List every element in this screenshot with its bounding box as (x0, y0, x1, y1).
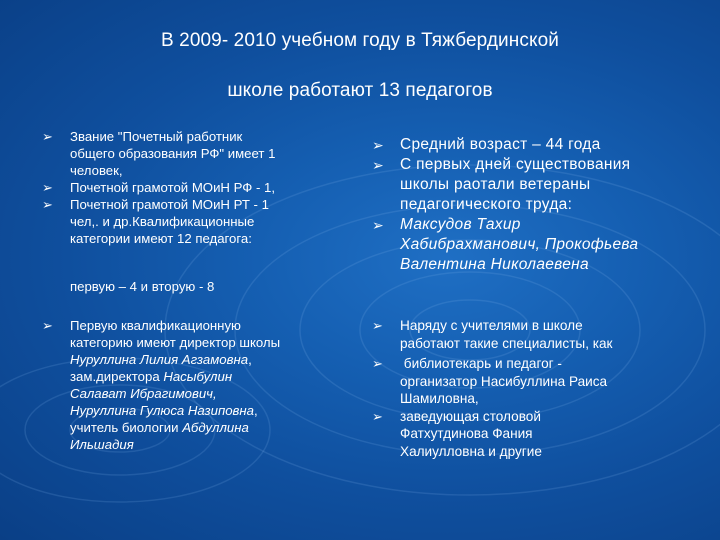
list-item-line (70, 368, 360, 385)
list-item-line: человек, (70, 163, 123, 178)
list-item-line: Валентина Николаевена (400, 256, 589, 273)
arrow-bullet-icon: ➢ (42, 197, 53, 212)
person-name: Салават Ибрагимович, (70, 386, 217, 401)
list-item-line: категории имеют 12 педагога: (70, 231, 252, 246)
list-item-line: Звание "Почетный работник (70, 129, 243, 144)
position-label: учитель биологии (70, 420, 183, 435)
list-item-line (70, 351, 360, 368)
punctuation: , (248, 352, 252, 367)
arrow-bullet-icon: ➢ (372, 217, 385, 233)
list-item-line: С первых дней существования (400, 156, 631, 173)
list-item-librarian (370, 355, 700, 408)
person-name: Нуруллина Гулюса Назиповна (70, 403, 255, 418)
list-item-line: Шамиловна, (400, 391, 479, 406)
arrow-bullet-icon: ➢ (372, 157, 385, 173)
list-item-first-category (40, 317, 360, 453)
arrow-bullet-icon: ➢ (42, 129, 53, 144)
right-bottom-column (370, 317, 700, 460)
arrow-bullet-icon: ➢ (372, 356, 383, 371)
list-item-line: работают такие специалисты, как (400, 335, 613, 351)
person-name: Ильшадия (70, 437, 134, 452)
list-item-line: Средний возраст – 44 года (400, 136, 601, 153)
arrow-bullet-icon: ➢ (372, 137, 385, 153)
list-item-line: Наряду с учителями в школе (400, 318, 583, 333)
qualification-note: первую – 4 и вторую - 8 (70, 279, 215, 294)
arrow-bullet-icon: ➢ (42, 180, 53, 195)
arrow-bullet-icon: ➢ (372, 318, 383, 333)
left-top-column (40, 128, 360, 247)
list-item-diploma-rf (40, 179, 360, 196)
list-item-line: чел,. и др.Квалификационные (70, 214, 255, 229)
list-item-line: Почетной грамотой МОиН РФ - 1, (70, 180, 276, 195)
person-name: Абдуллина (182, 420, 249, 435)
arrow-bullet-icon: ➢ (42, 318, 53, 333)
list-item-canteen (370, 408, 700, 461)
list-item-average-age (370, 135, 710, 155)
list-item-line: Халиулловна и другие (400, 443, 542, 459)
list-item-line: Хабибрахманович, Прокофьева (400, 236, 639, 253)
list-item-line (70, 419, 360, 436)
list-item-line: Почетной грамотой МОиН РТ - 1 (70, 197, 269, 212)
position-label: зам.директора (70, 369, 164, 384)
person-name: Насыбулин (163, 369, 233, 384)
list-item-line: общего образования РФ" имеет 1 (70, 146, 276, 161)
left-bottom-column (40, 317, 360, 453)
slide-title-line-1: В 2009- 2010 учебном году в Тяжбердинской (161, 30, 559, 51)
list-item-line: заведующая столовой (400, 408, 541, 424)
punctuation: , (254, 403, 258, 418)
slide-title-line-2: школе работают 13 педагогов (227, 80, 493, 101)
list-item-line: Фатхутдинова Фания (400, 426, 533, 441)
list-item-line (70, 402, 360, 419)
arrow-bullet-icon: ➢ (372, 408, 383, 424)
list-item-honorary-title (40, 128, 360, 179)
list-item-line: организатор Насибуллина Раиса (400, 373, 608, 389)
list-item-line: школы раотали ветераны (400, 176, 591, 193)
list-item-specialists (370, 317, 700, 352)
person-name: Нуруллина Лилия Агзамовна (70, 352, 249, 367)
list-item-veterans (370, 155, 710, 215)
list-item-line: библиотекарь и педагог - (400, 356, 562, 371)
list-item-line: категорию имеют директор школы (70, 335, 281, 350)
list-item-veteran-names (370, 215, 710, 275)
list-item-line: педагогического труда: (400, 196, 573, 213)
list-item-line: Максудов Тахир (400, 216, 521, 233)
list-item-line: Первую квалификационную (70, 318, 241, 333)
list-item-diploma-rt (40, 196, 360, 247)
right-top-column (370, 135, 710, 275)
